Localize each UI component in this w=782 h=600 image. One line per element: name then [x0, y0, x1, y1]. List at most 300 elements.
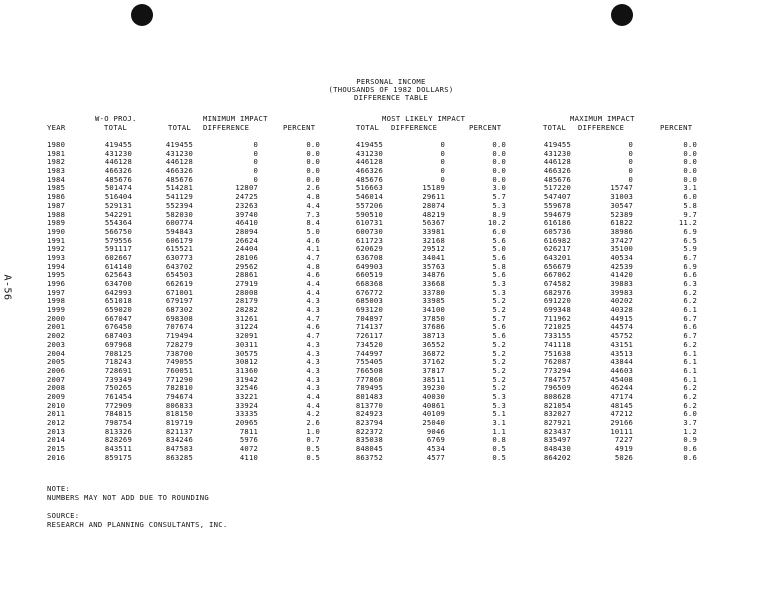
- cell-min-difference: 28106: [235, 252, 258, 262]
- cell-min-total: 794674: [165, 391, 193, 401]
- cell-max-difference: 48145: [610, 400, 633, 410]
- cell-max-difference: 10111: [610, 426, 633, 436]
- col-header-max-percent: PERCENT: [660, 123, 693, 132]
- cell-min-percent: 4.3: [306, 339, 320, 349]
- cell-likely-difference: 33985: [422, 296, 445, 306]
- cell-wo-proj-total: 828269: [104, 435, 132, 445]
- cell-year: 2005: [47, 357, 66, 367]
- cell-min-percent: 4.4: [306, 287, 320, 297]
- cell-year: 1989: [47, 218, 66, 228]
- col-header-min-total: TOTAL: [168, 123, 192, 132]
- cell-min-total: 466326: [165, 166, 193, 176]
- cell-year: 2015: [47, 444, 66, 454]
- cell-max-difference: 0: [628, 148, 633, 158]
- cell-max-total: 466326: [543, 166, 571, 176]
- cell-year: 1995: [47, 270, 66, 280]
- cell-likely-total: 777860: [355, 374, 383, 384]
- cell-likely-percent: 5.3: [492, 279, 506, 288]
- cell-max-percent: 6.7: [683, 331, 697, 341]
- table-row: [0, 157, 782, 166]
- cell-likely-total: 590510: [355, 209, 383, 219]
- cell-max-difference: 43844: [610, 357, 633, 367]
- cell-year: 2016: [47, 452, 66, 462]
- cell-max-total: 656679: [543, 261, 571, 271]
- cell-likely-total: 823794: [355, 418, 383, 427]
- cell-min-difference: 4110: [239, 452, 258, 462]
- cell-wo-proj-total: 761454: [104, 391, 132, 401]
- cell-max-percent: 6.2: [683, 400, 697, 410]
- cell-min-difference: 12807: [235, 183, 258, 193]
- cell-min-total: 541129: [165, 192, 193, 202]
- cell-min-total: 654503: [165, 270, 193, 280]
- cell-max-total: 751638: [543, 348, 571, 358]
- cell-min-difference: 46410: [235, 218, 258, 228]
- cell-max-total: 691220: [543, 296, 571, 306]
- cell-likely-difference: 0: [440, 148, 445, 158]
- cell-likely-percent: 0.8: [492, 435, 506, 445]
- cell-max-percent: 5.8: [683, 200, 697, 210]
- cell-max-difference: 46244: [610, 383, 633, 393]
- cell-max-percent: 6.1: [683, 305, 697, 315]
- cell-max-percent: 6.1: [683, 357, 697, 367]
- cell-min-total: 662619: [165, 279, 193, 288]
- cell-max-difference: 38986: [610, 226, 633, 236]
- cell-likely-percent: 5.8: [492, 261, 506, 271]
- cell-min-total: 687302: [165, 305, 193, 315]
- cell-likely-total: 419455: [355, 140, 383, 149]
- cell-max-difference: 41420: [610, 270, 633, 280]
- cell-likely-difference: 15189: [422, 183, 445, 193]
- cell-min-percent: 4.3: [306, 383, 320, 393]
- cell-year: 2000: [47, 313, 66, 323]
- cell-max-percent: 1.2: [683, 426, 697, 436]
- cell-likely-percent: 5.6: [492, 270, 506, 280]
- cell-max-difference: 15747: [610, 183, 633, 193]
- cell-min-percent: 4.6: [306, 235, 320, 245]
- cell-max-total: 827921: [543, 418, 571, 427]
- cell-max-percent: 11.2: [678, 218, 697, 228]
- cell-min-difference: 32546: [235, 383, 258, 393]
- cell-min-total: 582030: [165, 209, 193, 219]
- table-row: [0, 253, 782, 262]
- cell-max-percent: 6.0: [683, 409, 697, 419]
- table-row: [0, 244, 782, 253]
- cell-min-total: 863285: [165, 452, 193, 462]
- cell-max-total: 517220: [543, 183, 571, 193]
- cell-likely-percent: 0.5: [492, 444, 506, 454]
- cell-year: 2014: [47, 435, 66, 445]
- cell-max-percent: 5.9: [683, 244, 697, 254]
- cell-max-total: 547407: [543, 192, 571, 202]
- table-row: [0, 227, 782, 236]
- cell-year: 1990: [47, 226, 66, 236]
- cell-min-difference: 33924: [235, 400, 258, 410]
- cell-wo-proj-total: 529131: [104, 200, 132, 210]
- cell-max-total: 626217: [543, 244, 571, 254]
- cell-min-percent: 4.4: [306, 279, 320, 288]
- cell-max-percent: 6.2: [683, 391, 697, 401]
- source-label: SOURCE:: [47, 511, 80, 520]
- cell-likely-total: 693120: [355, 305, 383, 315]
- cell-wo-proj-total: 708125: [104, 348, 132, 358]
- cell-likely-percent: 5.6: [492, 331, 506, 341]
- cell-min-difference: 30311: [235, 339, 258, 349]
- cell-likely-percent: 1.1: [492, 426, 506, 436]
- cell-min-total: 630773: [165, 252, 193, 262]
- cell-max-percent: 3.7: [683, 418, 697, 427]
- cell-wo-proj-total: 784815: [104, 409, 132, 419]
- cell-min-total: 819719: [165, 418, 193, 427]
- cell-likely-total: 813770: [355, 400, 383, 410]
- cell-likely-total: 600730: [355, 226, 383, 236]
- cell-wo-proj-total: 728691: [104, 365, 132, 375]
- cell-min-difference: 31224: [235, 322, 258, 332]
- cell-likely-total: 676772: [355, 287, 383, 297]
- cell-min-total: 771290: [165, 374, 193, 384]
- table-row: [0, 236, 782, 245]
- cell-min-total: 749055: [165, 357, 193, 367]
- table-row: [0, 296, 782, 305]
- cell-likely-difference: 36552: [422, 339, 445, 349]
- table-row: [0, 218, 782, 227]
- cell-likely-percent: 5.3: [492, 391, 506, 401]
- cell-min-difference: 31360: [235, 365, 258, 375]
- cell-likely-percent: 0.0: [492, 157, 506, 167]
- cell-min-percent: 5.0: [306, 226, 320, 236]
- cell-likely-difference: 0: [440, 174, 445, 184]
- cell-likely-difference: 34041: [422, 252, 445, 262]
- cell-likely-difference: 4577: [426, 452, 445, 462]
- table-row: [0, 418, 782, 427]
- cell-max-percent: 6.1: [683, 348, 697, 358]
- cell-likely-total: 636708: [355, 252, 383, 262]
- cell-min-total: 643702: [165, 261, 193, 271]
- cell-likely-percent: 5.6: [492, 322, 506, 332]
- cell-max-total: 605736: [543, 226, 571, 236]
- cell-likely-total: 704897: [355, 313, 383, 323]
- cell-max-percent: 3.1: [683, 183, 697, 193]
- cell-year: 1999: [47, 305, 66, 315]
- cell-min-percent: 4.3: [306, 374, 320, 384]
- cell-year: 2010: [47, 400, 66, 410]
- cell-likely-total: 744997: [355, 348, 383, 358]
- cell-max-percent: 0.0: [683, 166, 697, 176]
- cell-wo-proj-total: 466326: [104, 166, 132, 176]
- cell-min-total: 679197: [165, 296, 193, 306]
- cell-likely-total: 485676: [355, 174, 383, 184]
- cell-likely-percent: 5.6: [492, 252, 506, 262]
- cell-min-total: 419455: [165, 140, 193, 149]
- cell-min-percent: 4.3: [306, 296, 320, 306]
- cell-max-total: 796509: [543, 383, 571, 393]
- cell-likely-difference: 37162: [422, 357, 445, 367]
- cell-min-total: 821137: [165, 426, 193, 436]
- col-header-max-difference: DIFFERENCE: [578, 123, 625, 132]
- table-row: [0, 210, 782, 219]
- cell-min-difference: 26624: [235, 235, 258, 245]
- cell-max-total: 699348: [543, 305, 571, 315]
- cell-min-total: 719494: [165, 331, 193, 341]
- cell-year: 2007: [47, 374, 66, 384]
- cell-wo-proj-total: 614140: [104, 261, 132, 271]
- cell-wo-proj-total: 651018: [104, 296, 132, 306]
- cell-year: 1984: [47, 174, 66, 184]
- cell-min-total: 671001: [165, 287, 193, 297]
- cell-min-difference: 28282: [235, 305, 258, 315]
- cell-likely-percent: 5.2: [492, 348, 506, 358]
- cell-year: 1997: [47, 287, 66, 297]
- cell-max-total: 431230: [543, 148, 571, 158]
- table-row: [0, 366, 782, 375]
- cell-likely-difference: 6769: [426, 435, 445, 445]
- cell-likely-percent: 5.0: [492, 244, 506, 254]
- cell-year: 1992: [47, 244, 66, 254]
- cell-min-total: 606179: [165, 235, 193, 245]
- cell-min-total: 707674: [165, 322, 193, 332]
- cell-max-difference: 7227: [614, 435, 633, 445]
- cell-max-percent: 6.7: [683, 313, 697, 323]
- cell-year: 2004: [47, 348, 66, 358]
- cell-max-difference: 37427: [610, 235, 633, 245]
- table-row: [0, 314, 782, 323]
- source-text: RESEARCH AND PLANNING CONSULTANTS, INC.: [47, 520, 228, 529]
- cell-likely-percent: 0.0: [492, 140, 506, 149]
- cell-min-difference: 23263: [235, 200, 258, 210]
- cell-likely-total: 660519: [355, 270, 383, 280]
- cell-min-total: 738700: [165, 348, 193, 358]
- cell-likely-percent: 6.0: [492, 226, 506, 236]
- cell-max-total: 848430: [543, 444, 571, 454]
- cell-max-percent: 0.0: [683, 174, 697, 184]
- cell-min-difference: 30575: [235, 348, 258, 358]
- cell-max-difference: 5026: [614, 452, 633, 462]
- cell-min-difference: 27919: [235, 279, 258, 288]
- cell-wo-proj-total: 859175: [104, 452, 132, 462]
- cell-likely-difference: 25040: [422, 418, 445, 427]
- cell-max-difference: 47212: [610, 409, 633, 419]
- cell-likely-difference: 40109: [422, 409, 445, 419]
- header-minimum-impact: MINIMUM IMPACT: [203, 114, 268, 123]
- cell-min-total: 485676: [165, 174, 193, 184]
- cell-likely-difference: 4534: [426, 444, 445, 454]
- cell-likely-difference: 9046: [426, 426, 445, 436]
- cell-max-difference: 40202: [610, 296, 633, 306]
- cell-likely-total: 766508: [355, 365, 383, 375]
- cell-max-difference: 30547: [610, 200, 633, 210]
- cell-min-percent: 8.4: [306, 218, 320, 228]
- cell-max-difference: 39883: [610, 279, 633, 288]
- cell-likely-difference: 28074: [422, 200, 445, 210]
- cell-min-percent: 4.6: [306, 270, 320, 280]
- cell-wo-proj-total: 516404: [104, 192, 132, 202]
- cell-wo-proj-total: 739349: [104, 374, 132, 384]
- cell-min-total: 698308: [165, 313, 193, 323]
- cell-min-difference: 29562: [235, 261, 258, 271]
- table-row: [0, 453, 782, 462]
- cell-min-total: 594843: [165, 226, 193, 236]
- table-row: [0, 175, 782, 184]
- cell-min-difference: 0: [253, 140, 258, 149]
- table-row: [0, 444, 782, 453]
- cell-likely-percent: 5.3: [492, 200, 506, 210]
- cell-max-total: 711962: [543, 313, 571, 323]
- cell-max-difference: 31003: [610, 192, 633, 202]
- cell-max-difference: 43513: [610, 348, 633, 358]
- cell-year: 1987: [47, 200, 66, 210]
- cell-max-total: 643201: [543, 252, 571, 262]
- cell-likely-percent: 0.0: [492, 166, 506, 176]
- cell-wo-proj-total: 431230: [104, 148, 132, 158]
- cell-year: 1993: [47, 252, 66, 262]
- cell-min-percent: 4.3: [306, 357, 320, 367]
- cell-likely-total: 835038: [355, 435, 383, 445]
- cell-max-difference: 43151: [610, 339, 633, 349]
- cell-likely-percent: 0.0: [492, 148, 506, 158]
- cell-wo-proj-total: 798754: [104, 418, 132, 427]
- cell-min-percent: 4.4: [306, 400, 320, 410]
- cell-wo-proj-total: 750265: [104, 383, 132, 393]
- cell-wo-proj-total: 566750: [104, 226, 132, 236]
- cell-min-percent: 4.3: [306, 348, 320, 358]
- cell-min-difference: 5976: [239, 435, 258, 445]
- cell-year: 2002: [47, 331, 66, 341]
- cell-min-total: 431230: [165, 148, 193, 158]
- cell-min-total: 615521: [165, 244, 193, 254]
- cell-year: 2011: [47, 409, 66, 419]
- cell-max-percent: 6.7: [683, 252, 697, 262]
- cell-min-difference: 31261: [235, 313, 258, 323]
- cell-min-percent: 0.0: [306, 148, 320, 158]
- cell-year: 2009: [47, 391, 66, 401]
- cell-max-difference: 44915: [610, 313, 633, 323]
- cell-max-percent: 6.5: [683, 235, 697, 245]
- cell-max-difference: 39983: [610, 287, 633, 297]
- table-row: [0, 401, 782, 410]
- cell-likely-total: 546014: [355, 192, 383, 202]
- cell-wo-proj-total: 579556: [104, 235, 132, 245]
- cell-max-percent: 0.0: [683, 148, 697, 158]
- cell-min-percent: 4.8: [306, 192, 320, 202]
- cell-min-difference: 7811: [239, 426, 258, 436]
- cell-likely-total: 466326: [355, 166, 383, 176]
- cell-max-percent: 0.0: [683, 140, 697, 149]
- cell-min-difference: 30812: [235, 357, 258, 367]
- cell-wo-proj-total: 813326: [104, 426, 132, 436]
- cell-likely-total: 557206: [355, 200, 383, 210]
- cell-likely-total: 610731: [355, 218, 383, 228]
- cell-likely-difference: 38511: [422, 374, 445, 384]
- cell-min-total: 446128: [165, 157, 193, 167]
- cell-year: 1981: [47, 148, 66, 158]
- table-row: [0, 331, 782, 340]
- cell-likely-total: 446128: [355, 157, 383, 167]
- cell-wo-proj-total: 659020: [104, 305, 132, 315]
- cell-min-difference: 32091: [235, 331, 258, 341]
- table-row: [0, 192, 782, 201]
- cell-wo-proj-total: 697968: [104, 339, 132, 349]
- cell-min-percent: 2.6: [306, 418, 320, 427]
- cell-likely-percent: 5.2: [492, 365, 506, 375]
- punch-hole-right: [611, 4, 633, 26]
- cell-min-difference: 0: [253, 157, 258, 167]
- cell-max-difference: 44603: [610, 365, 633, 375]
- cell-likely-difference: 39230: [422, 383, 445, 393]
- cell-min-difference: 28179: [235, 296, 258, 306]
- cell-likely-percent: 3.0: [492, 183, 506, 193]
- cell-min-total: 806833: [165, 400, 193, 410]
- cell-wo-proj-total: 667047: [104, 313, 132, 323]
- table-row: [0, 392, 782, 401]
- cell-likely-total: 863752: [355, 452, 383, 462]
- cell-min-difference: 33335: [235, 409, 258, 419]
- cell-max-total: 762087: [543, 357, 571, 367]
- cell-max-total: 835497: [543, 435, 571, 445]
- cell-min-percent: 4.3: [306, 365, 320, 375]
- cell-max-difference: 29166: [610, 418, 633, 427]
- cell-max-percent: 6.6: [683, 270, 697, 280]
- cell-min-difference: 39740: [235, 209, 258, 219]
- cell-max-difference: 35100: [610, 244, 633, 254]
- cell-wo-proj-total: 718243: [104, 357, 132, 367]
- cell-year: 2006: [47, 365, 66, 375]
- cell-likely-difference: 37850: [422, 313, 445, 323]
- cell-likely-percent: 5.2: [492, 357, 506, 367]
- cell-min-difference: 28861: [235, 270, 258, 280]
- cell-min-percent: 4.4: [306, 391, 320, 401]
- table-row: [0, 288, 782, 297]
- cell-min-percent: 4.1: [306, 244, 320, 254]
- cell-likely-total: 516663: [355, 183, 383, 193]
- cell-wo-proj-total: 642993: [104, 287, 132, 297]
- cell-likely-total: 714137: [355, 322, 383, 332]
- cell-min-total: 847583: [165, 444, 193, 454]
- cell-wo-proj-total: 676450: [104, 322, 132, 332]
- cell-likely-percent: 5.2: [492, 305, 506, 315]
- cell-min-percent: 4.7: [306, 252, 320, 262]
- table-row: [0, 270, 782, 279]
- cell-max-percent: 0.0: [683, 157, 697, 167]
- cell-min-total: 834246: [165, 435, 193, 445]
- cell-likely-difference: 48219: [422, 209, 445, 219]
- cell-max-total: 594679: [543, 209, 571, 219]
- header-most-likely-impact: MOST LIKELY IMPACT: [382, 114, 466, 123]
- cell-likely-difference: 37686: [422, 322, 445, 332]
- cell-likely-difference: 36872: [422, 348, 445, 358]
- cell-year: 2008: [47, 383, 66, 393]
- cell-max-percent: 6.9: [683, 226, 697, 236]
- cell-min-percent: 0.5: [306, 452, 320, 462]
- cell-max-total: 446128: [543, 157, 571, 167]
- cell-min-difference: 0: [253, 148, 258, 158]
- cell-min-difference: 0: [253, 174, 258, 184]
- punch-hole-left: [131, 4, 153, 26]
- col-header-year: YEAR: [47, 123, 66, 132]
- cell-year: 2013: [47, 426, 66, 436]
- cell-year: 1983: [47, 166, 66, 176]
- cell-min-percent: 1.0: [306, 426, 320, 436]
- cell-wo-proj-total: 554364: [104, 218, 132, 228]
- cell-max-difference: 0: [628, 166, 633, 176]
- cell-min-percent: 4.7: [306, 313, 320, 323]
- cell-max-total: 821054: [543, 400, 571, 410]
- cell-likely-difference: 32168: [422, 235, 445, 245]
- note-label: NOTE:: [47, 484, 71, 493]
- cell-wo-proj-total: 446128: [104, 157, 132, 167]
- cell-min-percent: 0.0: [306, 157, 320, 167]
- cell-min-percent: 0.0: [306, 174, 320, 184]
- cell-likely-difference: 56367: [422, 218, 445, 228]
- cell-likely-percent: 5.3: [492, 400, 506, 410]
